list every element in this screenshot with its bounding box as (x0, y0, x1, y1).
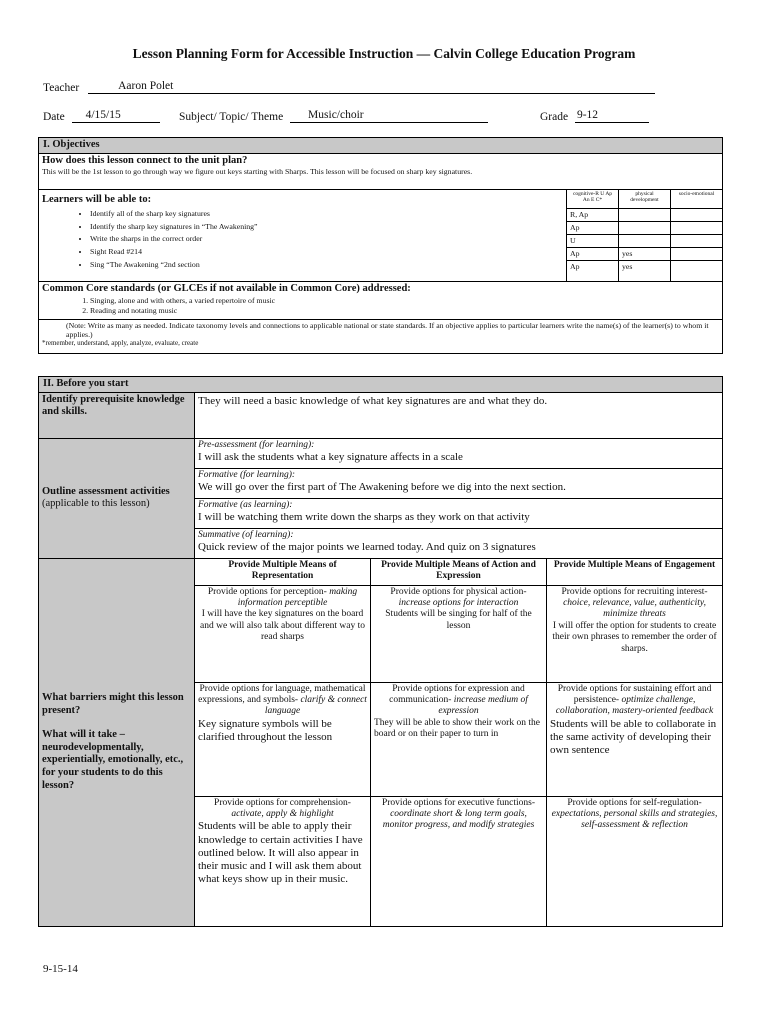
prereq-answer: They will need a basic knowledge of what key signatures are and what they do. (195, 392, 723, 438)
grade-value: 9-12 (576, 109, 599, 121)
assessment-text: Quick review of the major points we learned today. And quiz on 3 signatures (198, 540, 536, 553)
standard-item: 1. Singing, alone and with others, a varied repertoire of music (90, 296, 719, 306)
udl-italic: making information perceptible (237, 586, 358, 608)
date-label: Date (43, 111, 65, 123)
physical-cell: yes (619, 260, 671, 281)
assessment-label: Outline assessment activities (42, 485, 170, 497)
barriers-label: What barriers might this lesson present? (42, 692, 184, 716)
udl-prompt: Provide options for recruiting interest- (561, 586, 708, 597)
unit-plan-answer: This will be the 1st lesson to go through way we figure out keys starting with Sharps. This lesson will be focused on sharp key signatures. (42, 167, 473, 177)
assessment-row (195, 528, 723, 558)
assessment-text: I will be watching them write down the sharps as they work on that activity (198, 510, 530, 523)
udl-header-engagement: Provide Multiple Means of Engagement (547, 558, 723, 585)
udl-cell (547, 585, 723, 682)
udl-answer: I will offer the option for students to create their own phrases to remember the order of sharps. (552, 620, 717, 654)
before-section-title: II. Before you start (39, 377, 723, 393)
page-footer-date: 9-15-14 (43, 963, 78, 975)
physical-cell (619, 208, 671, 221)
objectives-section-title: I. Objectives (39, 138, 723, 154)
udl-italic: increase medium of expression (438, 694, 528, 717)
udl-header-representation: Provide Multiple Means of Representation (195, 558, 371, 585)
udl-cell (195, 585, 371, 682)
cognitive-cell: U (567, 234, 619, 247)
assessment-row (195, 468, 723, 498)
assessment-text: We will go over the first part of The Awakening before we dig into the next section. (198, 480, 566, 493)
subject-value: Music/choir (308, 109, 364, 121)
udl-italic: clarify & connect language (264, 694, 367, 717)
barriers-label-cell (39, 558, 195, 926)
udl-prompt: Provide options for language, mathematical expressions, and symbols- (198, 683, 366, 705)
udl-cell (371, 682, 547, 796)
assessment-text: I will ask the students what a key signature affects in a scale (198, 450, 463, 463)
udl-italic: coordinate short & long term goals, monitor progress, and modify strategies (382, 808, 535, 831)
unit-plan-cell (39, 153, 723, 189)
learners-label: Learners will be able to: (42, 193, 152, 205)
teacher-value: Aaron Polet (118, 80, 174, 92)
udl-header-action: Provide Multiple Means of Action and Expression (371, 558, 547, 585)
assessment-row (195, 438, 723, 468)
socio-cell (671, 208, 723, 221)
grade-label: Grade (540, 111, 569, 123)
objectives-list (42, 208, 563, 271)
socio-cell (671, 221, 723, 234)
standards-cell (39, 281, 723, 319)
assessment-row (195, 498, 723, 528)
assessment-label-cell (39, 438, 195, 558)
taxonomy-footnote: *remember, understand, apply, analyze, evaluate, create (42, 339, 199, 348)
subject-label: Subject/ Topic/ Theme (179, 111, 284, 123)
physical-cell (619, 234, 671, 247)
assessment-sublabel: (applicable to this lesson) (42, 498, 150, 510)
objective-item: • Sight Read #214 (90, 246, 563, 259)
unit-plan-question: How does this lesson connect to the unit plan? (42, 154, 248, 166)
udl-cell (547, 682, 723, 796)
objective-item: • Identify the sharp key signatures in “The Awakening” (90, 221, 563, 234)
subject-line (179, 109, 488, 123)
learners-cell (39, 189, 567, 281)
date-value: 4/15/15 (85, 109, 121, 121)
what-it-takes-label: What will it take – neurodevelopmentally, experientially, emotionally, etc., for your students to do this lesson? (42, 729, 184, 791)
before-table (38, 376, 723, 927)
objective-item: • Sing “The Awakening “2nd section (90, 259, 563, 272)
udl-prompt: Provide options for sustaining effort and persistence- (557, 683, 712, 705)
col-header-socio: socio-emotional (671, 189, 723, 208)
assessment-type: Formative (for learning): (198, 469, 296, 480)
assessment-type: Formative (as learning): (198, 499, 293, 510)
udl-italic: choice, relevance, value, authenticity, minimize threats (563, 597, 706, 620)
cognitive-cell: Ap (567, 260, 619, 281)
udl-cell (547, 796, 723, 926)
udl-answer: Key signature symbols will be clarified throughout the lesson (198, 717, 333, 743)
udl-cell (371, 585, 547, 682)
teacher-label: Teacher (43, 82, 80, 94)
udl-prompt: Provide options for self-regulation- (567, 797, 702, 808)
standards-label: Common Core standards (or GLCEs if not available in Common Core) addressed: (42, 282, 411, 294)
udl-prompt: Provide options for expression and communication- (389, 683, 525, 705)
udl-prompt: Provide options for physical action- (390, 586, 527, 597)
udl-italic: increase options for interaction (398, 597, 519, 608)
objective-item: • Identify all of the sharp key signatures (90, 208, 563, 221)
udl-cell (195, 796, 371, 926)
udl-prompt: Provide options for perception- (207, 586, 327, 597)
objectives-table (38, 137, 723, 354)
teacher-line (43, 80, 655, 94)
standard-item: 2. Reading and notating music (90, 306, 719, 316)
grade-line (540, 109, 649, 123)
udl-prompt: Provide options for executive functions- (381, 797, 536, 808)
socio-cell (671, 247, 723, 260)
udl-answer: Students will be able to apply their knowledge to certain activities I have outlined below. It will also appear in their music and I will ask them about what keys show up in their music. (198, 820, 363, 886)
udl-italic: activate, apply & highlight (231, 808, 334, 819)
physical-cell (619, 221, 671, 234)
date-line (43, 109, 160, 123)
note-cell (39, 319, 723, 353)
udl-answer: I will have the key signatures on the board and we will also talk about different way to read sharps (200, 609, 365, 643)
udl-answer: Students will be able to collaborate in the same activity of developing their own sentence (550, 717, 717, 757)
cognitive-cell: R, Ap (567, 208, 619, 221)
physical-cell: yes (619, 247, 671, 260)
prereq-label: Identify prerequisite knowledge and skills. (39, 392, 195, 438)
assessment-type: Summative (of learning): (198, 529, 294, 540)
cognitive-cell: Ap (567, 221, 619, 234)
socio-cell (671, 260, 723, 281)
udl-italic: optimize challenge, collaboration, mastery-oriented feedback (555, 694, 714, 717)
udl-prompt: Provide options for comprehension- (214, 797, 351, 808)
standards-list (42, 296, 719, 315)
objective-item: • Write the sharps in the correct order (90, 233, 563, 246)
form-title: Lesson Planning Form for Accessible Instruction — Calvin College Education Program (132, 46, 636, 61)
cognitive-cell: Ap (567, 247, 619, 260)
udl-cell (371, 796, 547, 926)
udl-answer: Students will be singing for half of the lesson (385, 609, 532, 631)
socio-cell (671, 234, 723, 247)
col-header-physical: physical development (619, 189, 671, 208)
col-header-cognitive: cognitive-R U Ap An E C* (567, 189, 619, 208)
assessment-type: Pre-assessment (for learning): (198, 439, 315, 450)
udl-italic: expectations, personal skills and strategies, self-assessment & reflection (551, 808, 718, 831)
objectives-note: (Note: Write as many as needed. Indicate taxonomy levels and connections to applicable national or state standards. If an objective applies to particular learners write the name(s) of the learner(s) to whom it applies.) (66, 320, 709, 339)
udl-answer: They will be able to show their work on the board or on their paper to turn in (374, 717, 540, 740)
udl-cell (195, 682, 371, 796)
